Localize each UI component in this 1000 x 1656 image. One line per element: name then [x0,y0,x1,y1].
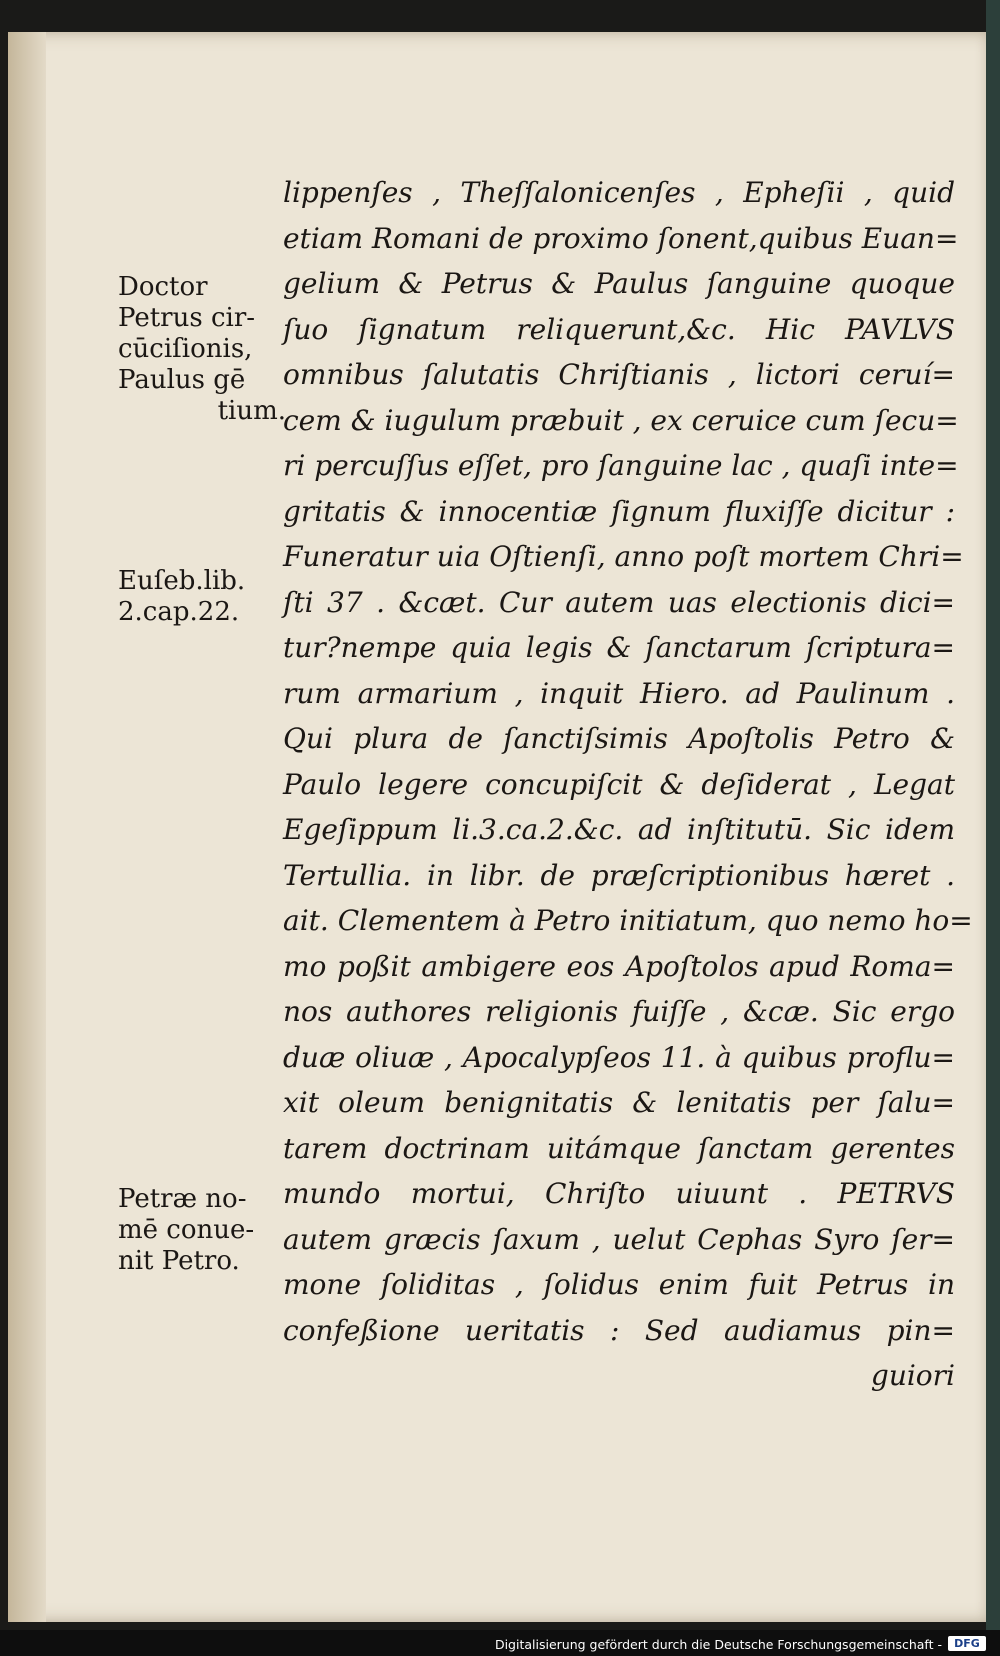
margin-line: Euſeb.lib. [118,566,246,596]
text-line: tarem doctrinam uitámque ſanctam gerentes [283,1131,955,1165]
margin-line: tium. [217,396,286,426]
funding-credit: Digitalisierung gefördert durch die Deutsche Forschungsgemeinschaft - [494,1637,942,1652]
text-line: ſti 37 . &cæt. Cur autem uas electionis dici= [283,585,955,619]
marginal-note-eusebius [118,566,286,628]
text-line: ait. Clementem à Petro initiatum, quo nemo ho= [283,904,973,937]
text-line: Paulo legere concupiſcit & deſiderat , Legat [283,767,955,801]
margin-line: mē conue- [118,1215,255,1245]
text-line: ſuo ſignatum reliquerunt,&c. Hic PAVLVS [283,312,955,346]
text-line: nos authores religionis fuiſſe , &cæ. Sic ergo [283,995,955,1028]
dfg-logo-icon: DFG [948,1636,986,1651]
margin-line: Petrus cir- [118,303,256,333]
margin-line: Paulus gē [118,365,246,395]
margin-line: cūciſionis, [118,334,253,364]
text-line: gelium & Petrus & Paulus ſanguine quoque [283,267,955,300]
text-line: Funeratur uia Oſtienſi, anno poſt mortem Chri= [283,540,964,573]
footer-bar [0,1630,1000,1656]
text-line: mundo mortui, Chriſto uiuunt . PETRVS [283,1177,955,1210]
main-text-block [283,170,973,1399]
text-line: mo poßit ambigere eos Apoſtolos apud Roma= [283,949,955,983]
text-line: cem & iugulum præbuit , ex ceruice cum ſecu= [283,403,959,437]
page-gutter [8,32,46,1622]
catchword: guiori [870,1359,955,1392]
page-edge-strip [986,0,1000,1656]
margin-line: Petræ no- [118,1184,247,1214]
text-line: omnibus ſalutatis Chriſtianis , lictori ceruí= [283,358,955,391]
text-line: Egeſippum li.3.ca.2.&c. ad inſtitutū. Sic idem [283,813,955,846]
text-line: xit oleum benignitatis & lenitatis per ſalu= [283,1086,955,1119]
text-line: etiam Romani de proximo ſonent,quibus Euan= [283,221,959,255]
margin-line: 2.cap.22. [118,597,240,627]
text-line: Tertullia. in libr. de præſcriptionibus hæret . [283,858,955,892]
text-line: rum armarium , inquit Hiero. ad Paulinum . [283,676,955,710]
text-line: duæ oliuæ , Apocalypſeos 11. à quibus proflu= [283,1040,955,1074]
text-line: ri percuſſus eſſet, pro ſanguine lac , quaſi inte= [283,449,959,482]
text-line: confeßione ueritatis : Sed audiamus pin= [283,1313,955,1347]
text-line: mone ſoliditas , ſolidus enim fuit Petrus in [283,1268,955,1301]
text-line: Qui plura de ſanctiſsimis Apoſtolis Petro & [283,722,955,755]
text-line: gritatis & innocentiæ ſignum fluxiſſe dicitur : [283,494,955,528]
margin-line: nit Petro. [118,1246,240,1276]
marginal-note-petra [118,1184,286,1277]
text-line: tur?nempe quia legis & ſanctarum ſcriptura= [283,631,955,664]
margin-line: Doctor [118,272,208,302]
text-line: autem græcis ſaxum , uelut Cephas Syro ſer= [283,1222,955,1256]
marginal-note-doctor [118,272,286,427]
text-line: lippenſes , Theſſalonicenſes , Epheſii , quid [283,176,955,209]
